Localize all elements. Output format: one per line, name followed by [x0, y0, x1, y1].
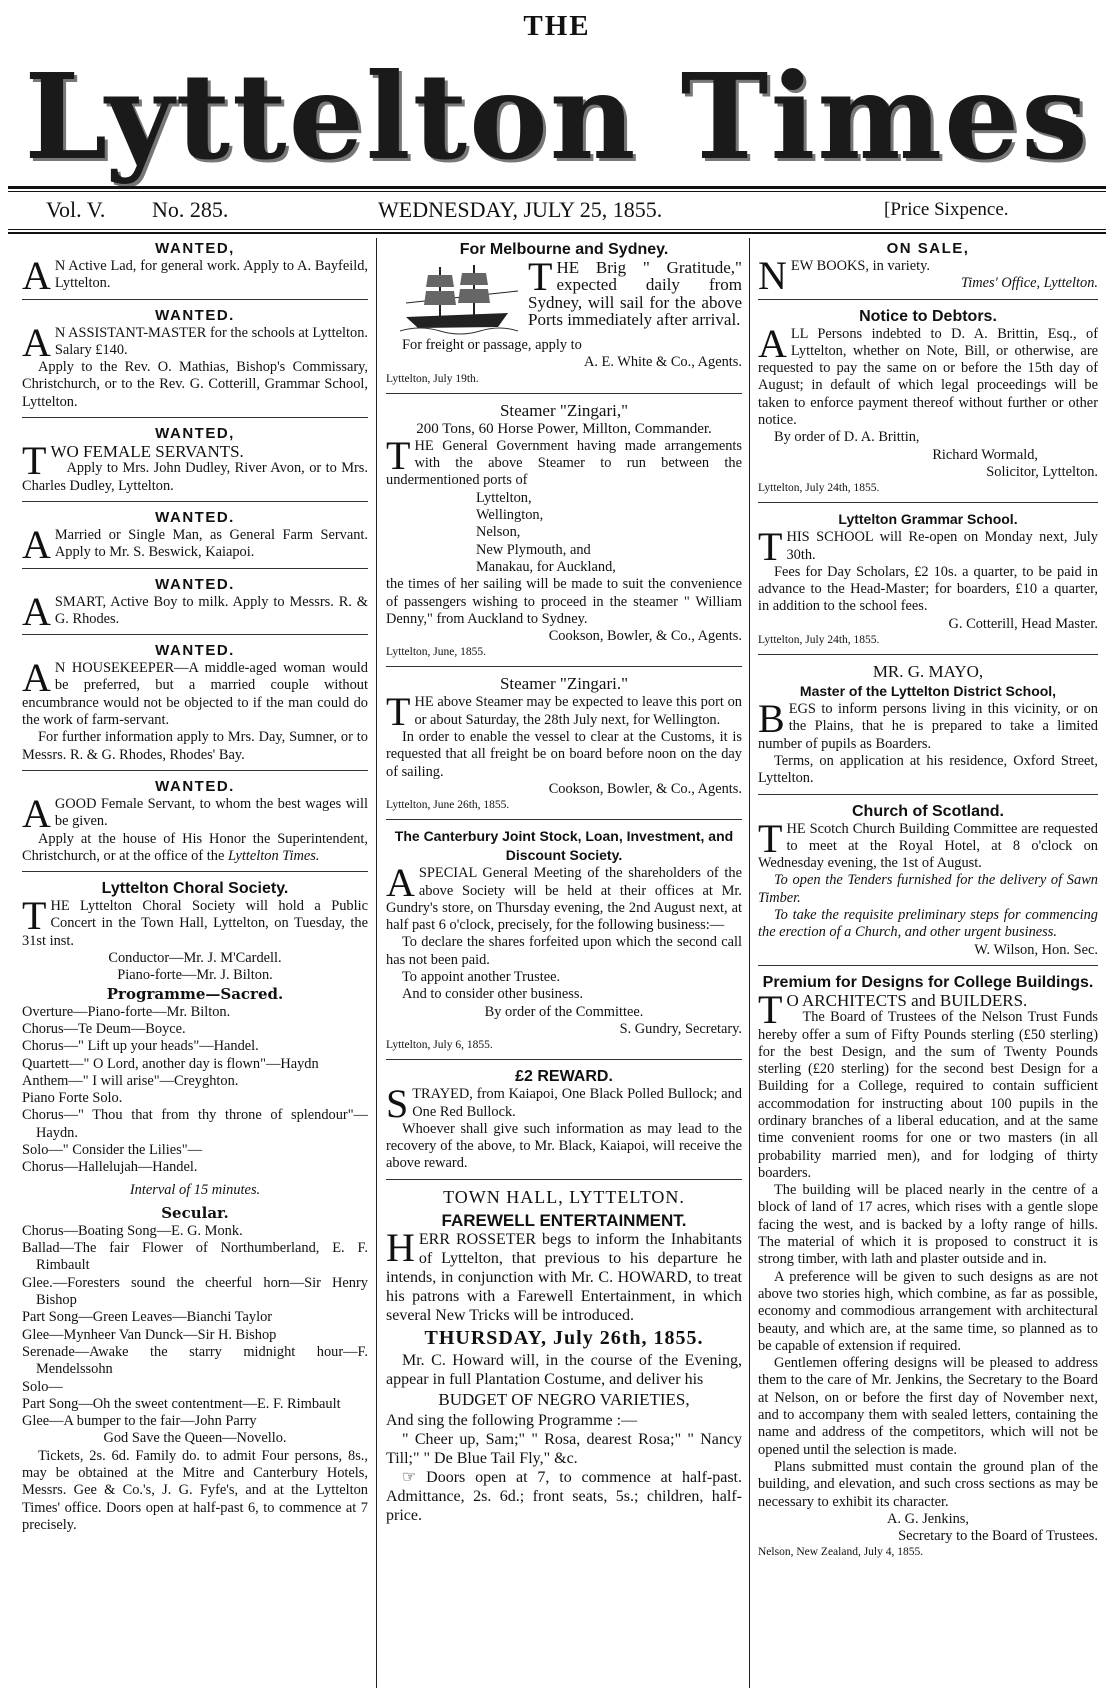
programme-item: Glee.—Foresters sound the cheerful horn—Sir Henry Bishop [22, 1274, 368, 1309]
ad-text: HE Scotch Church Building Committee are requested to meet at the Royal Hotel, at 8 o'clock on Wednesday evening, the 1st of August. [758, 820, 1098, 872]
drop-cap: T [22, 438, 47, 484]
ad-steamer-zingari-2 [386, 674, 742, 813]
ad-heading: Steamer "Zingari," [499, 400, 629, 420]
ad-text: O ARCHITECTS and BUILDERS. [786, 990, 1028, 1010]
column-left [22, 240, 368, 1687]
pianist: Piano-forte—Mr. J. Bilton. [117, 967, 273, 984]
ad-text: By order of the Committee. [484, 1003, 644, 1020]
drop-cap: H [386, 1224, 415, 1270]
ad-text: N ASSISTANT-MASTER for the schools at Lyttelton. Salary £140. [54, 324, 368, 358]
ad-text: SMART, Active Boy to milk. Apply to Messrs. R. & G. Rhodes. [54, 593, 368, 627]
ad-text: LL Persons indebted to D. A. Brittin, Esq., of Lyttelton, whether on Note, Bill, or otherwise, are requested to pay the same on or before the 15th day of August; in default of which legal proceedings will be taken to enforce payment thereof without further or other notice. [758, 325, 1098, 429]
ad-college-designs [758, 973, 1098, 1561]
ticket-info: Tickets, 2s. 6d. Family do. to admit Four persons, 8s., may be obtained at the Mitre and Canterbury Hotels, Messrs. Gee & Co.'s, J. G. Fyfe's, and at the Lyttelton Times' office. Doors open at half-past 6, to commence at 7 precisely. [22, 1447, 368, 1533]
ad-text: N HOUSEKEEPER—A middle-aged woman would be preferred, but a married couple without encumbrance would not be objected to if the man could do the work of farm-servant. [22, 660, 368, 729]
ad-heading: Steamer "Zingari." [499, 674, 629, 694]
column-divider [376, 238, 377, 1688]
programme-item: Serenade—Awake the starry midnight hour—F. Mendelssohn [22, 1343, 368, 1378]
solicitor-name: Richard Wormald, [932, 446, 1038, 463]
ad-wanted-boy [22, 575, 368, 634]
secular-programme [22, 1223, 368, 1431]
ad-heading: WANTED. [155, 642, 235, 660]
programme-item: Ballad—The fair Flower of Northumberland, E. F. Rimbault [22, 1240, 368, 1274]
ad-date: Lyttelton, July 24th, 1855. [758, 634, 880, 647]
ad-heading: MR. G. MAYO, [872, 662, 984, 682]
drop-cap: A [22, 790, 51, 836]
programme-item: Chorus—Hallelujah—Handel. [22, 1159, 198, 1176]
ad-heading: WANTED. [155, 508, 235, 526]
ad-separator [386, 819, 742, 820]
ad-text: HE above Steamer may be expected to leave this port on or about Saturday, the 28th July next, for Wellington. [414, 694, 742, 728]
ad-heading: TOWN HALL, LYTTELTON. [443, 1186, 685, 1207]
agent-signature: Cookson, Bowler, & Co., Agents. [548, 628, 742, 645]
programme-item: Solo—" Consider the Lilies"— [22, 1141, 203, 1158]
ad-new-books [758, 240, 1098, 298]
secular-heading: Secular. [161, 1203, 229, 1222]
ad-separator [386, 393, 742, 394]
drop-cap: T [758, 986, 783, 1032]
ad-text: Plans submitted must contain the ground plan of the building, and elevation, and such cross sections as may be necessary to exhibit its character. [758, 1458, 1098, 1510]
ad-subheading: 200 Tons, 60 Horse Power, Millton, Commander. [416, 420, 712, 437]
drop-cap: A [22, 319, 51, 365]
ad-separator [758, 299, 1098, 300]
ad-text: A preference will be given to such designs as are not above two stories high, which combine, as far as possible, economy and commodious arrangement with architectural beauty, and which are, at the same time, so planned as to be capable of extension if required. [758, 1268, 1098, 1354]
ad-date: Nelson, New Zealand, July 4, 1855. [758, 1546, 924, 1559]
ad-text: Apply to the Rev. O. Mathias, Bishop's Commissary, Christchurch, or to the Rev. G. Cotterill, Grammar School, Lyttelton. [22, 359, 368, 410]
ad-text: the times of her sailing will be made to suit the convenience of passengers wishing to proceed in the steamer " William Denny," from Auckland to Sydney. [386, 576, 742, 627]
headmaster-signature: G. Cotterill, Head Master. [948, 615, 1098, 632]
ad-wanted-assistant-master [22, 307, 368, 411]
programme-item: Chorus—" Thou that from thy throne of splendour"—Haydn. [22, 1107, 368, 1141]
programme-item: Part Song—Green Leaves—Bianchi Taylor [22, 1309, 273, 1326]
ad-subheading: Master of the Lyttelton District School, [799, 683, 1057, 700]
price: [Price Sixpence. [884, 199, 1009, 220]
drop-cap: A [758, 320, 787, 366]
ad-text: For further information apply to Mrs. Day, Sumner, or to Messrs. R. & G. Rhodes, Rhodes' Bay. [22, 729, 368, 763]
ad-notice-to-debtors [758, 307, 1098, 497]
ad-heading: Notice to Debtors. [859, 307, 997, 325]
ad-separator [22, 770, 368, 771]
ad-text-italic: Lyttelton Times. [227, 847, 320, 864]
ad-separator [386, 666, 742, 667]
drop-cap: T [758, 815, 783, 861]
programme-item: Chorus—" Lift up your heads"—Handel. [22, 1038, 259, 1055]
secretary-name: A. G. Jenkins, [887, 1510, 969, 1527]
programme-item: Overture—Piano-forte—Mr. Bilton. [22, 1003, 231, 1020]
ad-separator [758, 502, 1098, 503]
ad-heading: WANTED. [155, 777, 235, 795]
ad-text: EGS to inform persons living in this vicinity, or on the Plains, that he is prepared to take a limited number of pupils as Boarders. [758, 701, 1098, 752]
ad-date: Lyttelton, July 6, 1855. [386, 1039, 493, 1052]
ad-text: By order of D. A. Brittin, [774, 429, 920, 446]
agenda-item: To take the requisite preliminary steps for commencing the erection of a Church, and other urgent business. [758, 907, 1098, 941]
ad-steamer-zingari-1 [386, 401, 742, 661]
ad-heading: WANTED, [155, 425, 235, 443]
port-item: Nelson, [476, 524, 521, 541]
ad-text: GOOD Female Servant, to whom the best wages will be given. [54, 795, 368, 830]
drop-cap: A [22, 588, 51, 634]
ad-heading: The Canterbury Joint Stock, Loan, Investment, and Discount Society. [394, 828, 734, 864]
ad-text: Terms, on application at his residence, Oxford Street, Lyttelton. [758, 752, 1098, 787]
ad-text: SPECIAL General Meeting of the shareholders of the above Society will be held at their offices at Mr. Gundry's store, on Thursday evening, the 2nd August next, at half past 6 o'clock, precisely, for the following business:— [386, 865, 742, 934]
ad-text: Gentlemen offering designs will be pleased to address them to the care of Mr. Jenkins, the Secretary to the Board at Nelson, on or before the first day of November next, and to accompany them with sealed letters, containing the name and address of the competitors, which will not be opened until the selection is made. [758, 1355, 1098, 1458]
ad-church-of-scotland [758, 802, 1098, 959]
ad-location: Times' Office, Lyttelton. [961, 275, 1098, 292]
volume: Vol. V. [46, 197, 106, 222]
drop-cap: T [22, 893, 47, 939]
ad-joint-stock-society [386, 827, 742, 1053]
column-right [758, 240, 1098, 1687]
ad-reward [386, 1067, 742, 1172]
ad-wanted-housekeeper [22, 642, 368, 764]
ad-heading: Lyttelton Grammar School. [838, 511, 1018, 528]
ad-text: Whoever shall give such information as may lead to the recovery of the above, to Mr. Black, Kaiapoi, will receive the above reward. [386, 1120, 742, 1172]
masthead-the: THE [523, 10, 591, 42]
ad-heading: WANTED. [155, 575, 235, 593]
ad-separator [22, 634, 368, 635]
ad-text: HE Brig " Gratitude," expected daily from Sydney, will sail for the above Ports immediately after arrival. [528, 258, 742, 329]
drop-cap: T [386, 432, 411, 478]
drop-cap: T [386, 689, 411, 735]
ad-heading: Premium for Designs for College Buildings. [762, 973, 1094, 991]
agent-signature: Cookson, Bowler, & Co., Agents. [548, 780, 742, 797]
song-list: " Cheer up, Sam;" " Rosa, dearest Rosa;" " Nancy Till;" " De Blue Tail Fly," &c. [386, 1430, 742, 1467]
port-item: New Plymouth, and [476, 541, 591, 558]
drop-cap: A [386, 860, 415, 906]
ad-date: Lyttelton, June, 1855. [386, 646, 486, 659]
dateline-rule [8, 229, 1106, 230]
solicitor-title: Solicitor, Lyttelton. [986, 463, 1098, 480]
drop-cap: N [758, 253, 787, 298]
secretary-signature: S. Gundry, Secretary. [619, 1020, 742, 1037]
programme-item: Piano Forte Solo. [22, 1090, 123, 1107]
national-anthem: God Save the Queen—Novello. [103, 1430, 287, 1447]
ad-separator [386, 1179, 742, 1180]
ad-text: HIS SCHOOL will Re-open on Monday next, July 30th. [786, 529, 1098, 563]
ad-text: The Board of Trustees of the Nelson Trust Funds hereby offer a sum of Fifty Pounds sterling (£50 sterling) for the best Design, and the sum of Twenty Pounds sterling (£20 sterling) for the second best Design for a Building for a College, required to contain sufficient accommodation for instructing about 100 pupils in the ordinary branches of a liberal education, and at the same time convenient rooms for one or two masters (in all probability married men), and for lodging of thirty boarders. [758, 1009, 1098, 1181]
ad-date: Lyttelton, June 26th, 1855. [386, 799, 510, 812]
ad-choral-society [22, 879, 368, 1534]
ad-wanted-female-servant [22, 778, 368, 865]
top-rule-thin [8, 191, 1106, 192]
admission-info: ☞ Doors open at 7, to commence at half-past. Admittance, 2s. 6d.; front seats, 5s.; children, half-price. [386, 1468, 742, 1524]
conductor: Conductor—Mr. J. M'Cardell. [108, 950, 282, 967]
ad-town-hall [386, 1187, 742, 1525]
ad-separator [758, 965, 1098, 966]
ad-separator [758, 654, 1098, 655]
port-item: Manakau, for Auckland, [476, 558, 616, 575]
drop-cap: A [22, 253, 51, 298]
drop-cap: A [22, 521, 51, 567]
programme-item: Quartett—" O Lord, another day is flown"—Haydn [22, 1055, 319, 1072]
top-rule [8, 186, 1106, 189]
issue-number: No. 285. [152, 197, 229, 222]
agenda-item: To appoint another Trustee. [402, 969, 561, 986]
programme-item: Glee—Mynheer Van Dunck—Sir H. Bishop [22, 1326, 277, 1343]
programme-item: Chorus—Boating Song—E. G. Monk. [22, 1222, 243, 1239]
agenda-item: To open the Tenders furnished for the delivery of Sawn Timber. [758, 872, 1098, 906]
sacred-programme [22, 1004, 368, 1177]
ad-separator [386, 1059, 742, 1060]
dateline [0, 197, 1114, 227]
ad-text: HE Lyttelton Choral Society will hold a Public Concert in the Town Hall, Lyttelton, on Tuesday, the 31st inst. [22, 898, 368, 949]
ad-text: HE General Government having made arrangements with the above Steamer to run between the undermentioned ports of [386, 437, 742, 489]
secretary-title: Secretary to the Board of Trustees. [898, 1528, 1098, 1545]
drop-cap: S [386, 1081, 409, 1127]
programme-item: Anthem—" I will arise"—Creyghton. [22, 1072, 239, 1089]
agent-signature: A. E. White & Co., Agents. [583, 354, 742, 371]
ad-text: And sing the following Programme :— [386, 1411, 638, 1429]
ad-text: Apply at the house of His Honor the Superintendent, Christchurch, or at the office of the [22, 830, 368, 864]
ad-separator [22, 501, 368, 502]
ad-heading: £2 REWARD. [515, 1068, 613, 1086]
ad-text: The building will be placed nearly in the centre of a block of land of 17 acres, which rises with a gentle slope facing the west, and is backed by a lofty range of hills. The material of which it is proposed to construct it is strong timber, with lath and plaster outside and in. [758, 1182, 1098, 1268]
newspaper-title: Lyttelton Times [24, 47, 1090, 186]
ad-text: Mr. C. Howard will, in the course of the Evening, appear in full Plantation Costume, and deliver his [386, 1351, 742, 1388]
ad-text: BUDGET OF NEGRO VARIETIES, [438, 1389, 690, 1409]
ad-text: TRAYED, from Kaiapoi, One Black Polled Bullock; and One Red Bullock. [412, 1086, 742, 1120]
port-item: Wellington, [476, 507, 544, 524]
ad-date: Lyttelton, July 24th, 1855. [758, 482, 880, 495]
ad-heading: WANTED. [155, 306, 235, 324]
programme-heading: Programme—Sacred. [106, 984, 284, 1003]
ad-date: Lyttelton, July 19th. [386, 372, 479, 385]
drop-cap: T [528, 254, 553, 299]
ad-heading: For Melbourne and Sydney. [459, 241, 669, 258]
ad-text: Apply to Mrs. John Dudley, River Avon, or to Mrs. Charles Dudley, Lyttelton. [22, 460, 368, 494]
issue-date: WEDNESDAY, JULY 25, 1855. [378, 197, 663, 222]
programme-item: Glee—A bumper to the fair—John Parry [22, 1413, 257, 1430]
ports-list [386, 490, 742, 576]
agenda-item: To declare the shares forfeited upon which the second call has not been paid. [386, 934, 742, 968]
ad-heading: WANTED, [155, 240, 235, 257]
drop-cap: B [758, 696, 785, 742]
column-divider [749, 238, 750, 1688]
ad-separator [22, 417, 368, 418]
secretary-signature: W. Wilson, Hon. Sec. [974, 941, 1098, 958]
ad-text: ERR ROSSETER begs to inform the Inhabitants of Lyttelton, that previous to his departure he intends, in conjunction with Mr. C. HOWARD, to treat his patrons with a Farewell Entertainment, in which several New Tricks will be introduced. [386, 1230, 742, 1324]
ad-mr-mayo [758, 662, 1098, 787]
ad-text: For freight or passage, apply to [402, 337, 582, 353]
column-middle [386, 240, 742, 1687]
ad-separator [22, 568, 368, 569]
dateline-rule-thick [8, 232, 1106, 234]
ad-wanted-farm-servant [22, 508, 368, 567]
interval-note: Interval of 15 minutes. [129, 1181, 261, 1198]
drop-cap: A [22, 655, 51, 701]
ad-subheading: FAREWELL ENTERTAINMENT. [441, 1210, 687, 1230]
ad-wanted-servants [22, 425, 368, 495]
port-item: Lyttelton, [476, 489, 532, 506]
ad-text: Married or Single Man, as General Farm Servant. Apply to Mr. S. Beswick, Kaiapoi. [54, 526, 368, 561]
programme-item: Part Song—Oh the sweet contentment—E. F. Rimbault [22, 1395, 341, 1412]
ad-text: N Active Lad, for general work. Apply to A. Bayfeild, Lyttelton. [54, 258, 368, 292]
ad-wanted-lad [22, 240, 368, 298]
ad-separator [22, 299, 368, 300]
ad-separator [22, 871, 368, 872]
event-date: THURSDAY, July 26th, 1855. [424, 1326, 704, 1349]
programme-item: Solo— [22, 1378, 63, 1395]
ad-text: EW BOOKS, in variety. [790, 258, 930, 274]
ad-melbourne-sydney [386, 240, 742, 387]
ad-heading: Church of Scotland. [852, 802, 1004, 820]
drop-cap: T [758, 524, 783, 570]
programme-item: Chorus—Te Deum—Boyce. [22, 1020, 186, 1037]
ad-grammar-school [758, 510, 1098, 648]
ship-illustration-icon [400, 261, 518, 335]
ad-text: WO FEMALE SERVANTS. [50, 442, 244, 462]
ad-separator [758, 794, 1098, 795]
ad-heading: ON SALE, [886, 240, 970, 257]
ad-text: In order to enable the vessel to clear at the Customs, it is requested that all freight be on board before noon on the day of sailing. [386, 729, 742, 780]
ad-text: Fees for Day Scholars, £2 10s. a quarter, to be paid in advance to the Head-Master; for boarders, £10 a quarter, in addition to the school fees. [758, 563, 1098, 615]
ad-heading: Lyttelton Choral Society. [101, 880, 289, 898]
agenda-item: And to consider other business. [402, 986, 584, 1003]
